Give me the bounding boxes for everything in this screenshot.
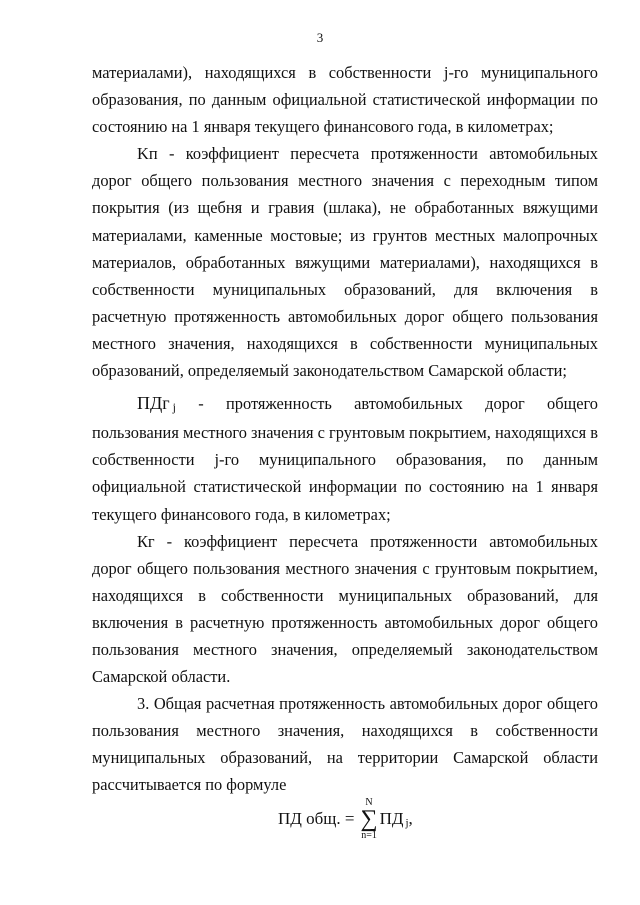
formula-term-subscript: j — [405, 817, 409, 829]
total-length-formula — [278, 784, 413, 854]
paragraph-item-3: 3. Общая расчетная протяженность автомобильных дорог общего пользования местного значения, находящихся в собственности муниципальных образований, на территории Самарской области рассчитывается по формуле — [92, 694, 598, 795]
document-body — [92, 59, 598, 799]
pdg-symbol: ПДг — [137, 393, 170, 414]
paragraph-pdg-definition — [92, 390, 598, 527]
sum-upper-limit: N — [365, 797, 373, 808]
paragraph-continuation: материалами), находящихся в собственности j-го муниципального образования, по данным официальной статистической информации по состоянию на 1 января текущего финансового года, в километрах; — [92, 63, 598, 137]
paragraph-kg-definition: Кг - коэффициент пересчета протяженности автомобильных дорог общего пользования местного значения с грунтовым покрытием, находящихся в собственности муниципальных образований, для включения в расчетную протяженность автомобильных дорог общего пользования местного значения, определяемый законодательством Самарской области. — [92, 531, 598, 687]
formula-lhs: ПД общ. = — [278, 809, 355, 828]
formula-term: ПД — [379, 809, 404, 828]
pdg-definition-text: - протяженность автомобильных дорог общего пользования местного значения с грунтовым покрытием, находящихся в собственности j-го муниципального образования, по данным официальной статистической информации по состоянию на 1 января текущего финансового года, в километрах; — [92, 394, 598, 524]
pdg-subscript: j — [172, 400, 177, 415]
page-number: 3 — [316, 30, 324, 45]
sum-sign: ∑ — [360, 806, 378, 832]
summation — [360, 797, 377, 841]
paragraph-kp-definition: Kп - коэффициент пересчета протяженности автомобильных дорог общего пользования местного значения с переходным типом покрытия (из щебня и гравия (шлака), не обработанных вяжущими материалами, каменные мостовые; из грунтов местных малопрочных материалов, обработанных вяжущими материалами), находящихся в собственности муниципальных образований, для включения в расчетную протяженность автомобильных дорог общего пользования местного значения, находящихся в собственности муниципальных образований, определяемый законодательством Самарской области; — [92, 144, 598, 381]
sum-lower-limit: n=1 — [361, 830, 377, 841]
formula-tail: , — [408, 809, 413, 828]
